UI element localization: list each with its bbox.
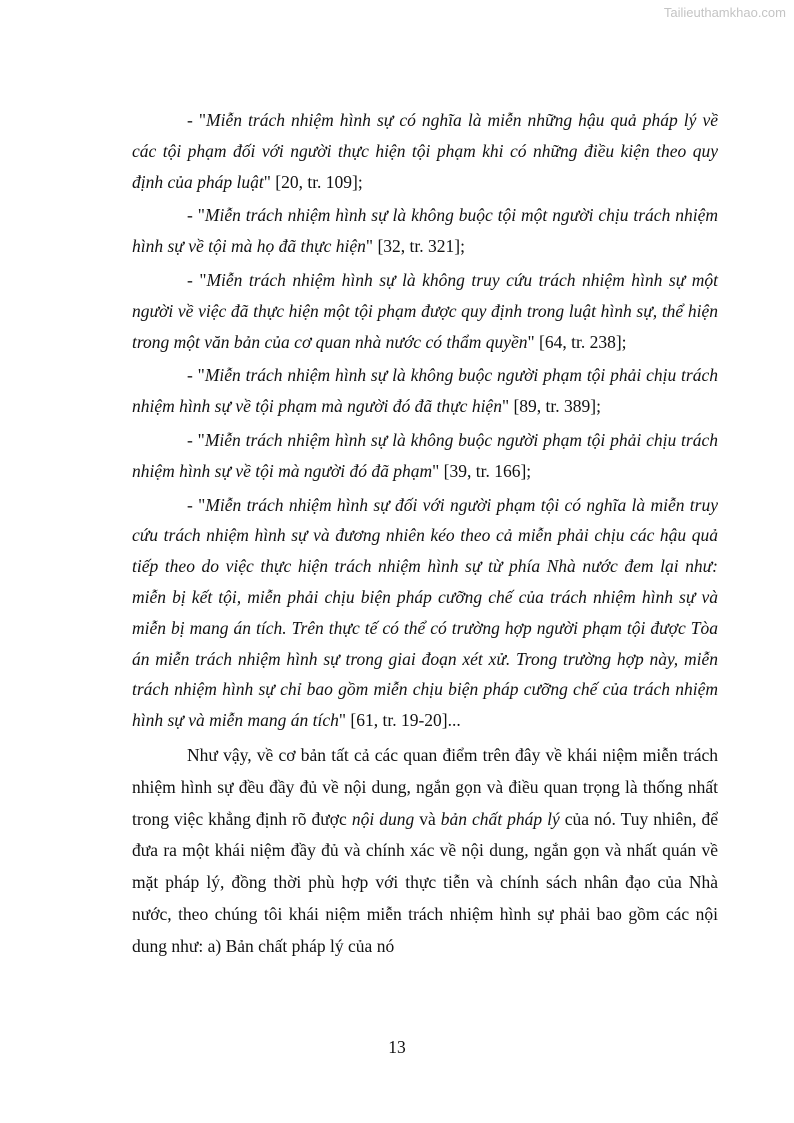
quote-paragraph-3	[132, 265, 718, 357]
page-body	[132, 105, 718, 966]
page-number: 13	[388, 1037, 406, 1057]
quote-prefix: - "	[187, 429, 205, 450]
quote-text: Miễn trách nhiệm hình sự là không buộc tội một người chịu trách nhiệm hình sự về tội mà họ đã thực hiện	[132, 205, 718, 257]
conclusion-emphasis-2: bản chất pháp lý	[440, 808, 560, 829]
quote-paragraph-1	[132, 105, 718, 197]
watermark: Tailieuthamkhao.com	[663, 5, 786, 20]
citation: " [32, tr. 321];	[365, 236, 465, 257]
quote-paragraph-6	[132, 490, 718, 736]
quote-text: Miễn trách nhiệm hình sự là không buộc người phạm tội phải chịu trách nhiệm hình sự về tội phạm mà người đó đã thực hiện	[132, 365, 718, 417]
citation: " [61, tr. 19-20]...	[338, 710, 461, 731]
conclusion-text-2: và	[414, 808, 441, 829]
quote-paragraph-4	[132, 360, 718, 422]
quote-prefix: - "	[187, 205, 205, 226]
quote-paragraph-5	[132, 425, 718, 487]
conclusion-text-3: của nó. Tuy nhiên, để đưa ra một khái niệm đầy đủ và chính xác về nội dung, ngắn gọn và nhất quán về mặt pháp lý, đồng thời phù hợp với thực tiễn và chính sách nhân đạo của Nhà nước, theo chúng tôi khái niệm miễn trách nhiệm hình sự phải bao gồm các nội dung như: a) Bản chất pháp lý của nó	[132, 808, 718, 956]
quote-prefix: - "	[187, 269, 207, 290]
quote-prefix: - "	[187, 110, 207, 130]
quote-text: Miễn trách nhiệm hình sự là không truy cứu trách nhiệm hình sự một người về việc đã thực hiện một tội phạm được quy định trong luật hình sự, thể hiện trong một văn bản của cơ quan nhà nước có thẩm quyền	[132, 269, 718, 352]
quote-paragraph-2	[132, 200, 718, 262]
quote-text: Miễn trách nhiệm hình sự có nghĩa là miễn những hậu quả pháp lý về các tội phạm đối với người thực hiện tội phạm khi có những điều kiện theo quy định của pháp luật	[132, 110, 718, 192]
quote-text: Miễn trách nhiệm hình sự đối với người phạm tội có nghĩa là miễn truy cứu trách nhiệm hình sự và đương nhiên kéo theo cả miễn phải chịu các hậu quả tiếp theo do việc thực hiện trách nhiệm hình sự từ phía Nhà nước đem lại như: miễn bị kết tội, miễn phải chịu biện pháp cưỡng chế của trách nhiệm hình sự và miễn bị mang án tích. Trên thực tế có thể có trường hợp người phạm tội được Tòa án miễn trách nhiệm hình sự trong giai đoạn xét xử. Trong trường hợp này, miễn trách nhiệm hình sự chỉ bao gồm miễn chịu biện pháp cưỡng chế của trách nhiệm hình sự và miễn mang án tích	[132, 494, 718, 731]
quote-prefix: - "	[187, 365, 205, 386]
conclusion-emphasis-1: nội dung	[351, 808, 415, 829]
citation: " [20, tr. 109];	[263, 171, 363, 192]
quote-text: Miễn trách nhiệm hình sự là không buộc người phạm tội phải chịu trách nhiệm hình sự về tội mà người đó đã phạm	[132, 429, 718, 481]
citation: " [39, tr. 166];	[432, 460, 532, 481]
conclusion-text-1: Như vậy, về cơ bản tất cả các quan điểm trên đây về khái niệm miễn trách nhiệm hình sự đều đầy đủ về nội dung, ngắn gọn và điều quan trọng là thống nhất trong việc khẳng định rõ được	[132, 744, 718, 829]
citation: " [89, tr. 389];	[501, 396, 601, 417]
conclusion-paragraph	[132, 740, 718, 963]
citation: " [64, tr. 238];	[527, 331, 627, 352]
quote-prefix: - "	[187, 494, 206, 515]
